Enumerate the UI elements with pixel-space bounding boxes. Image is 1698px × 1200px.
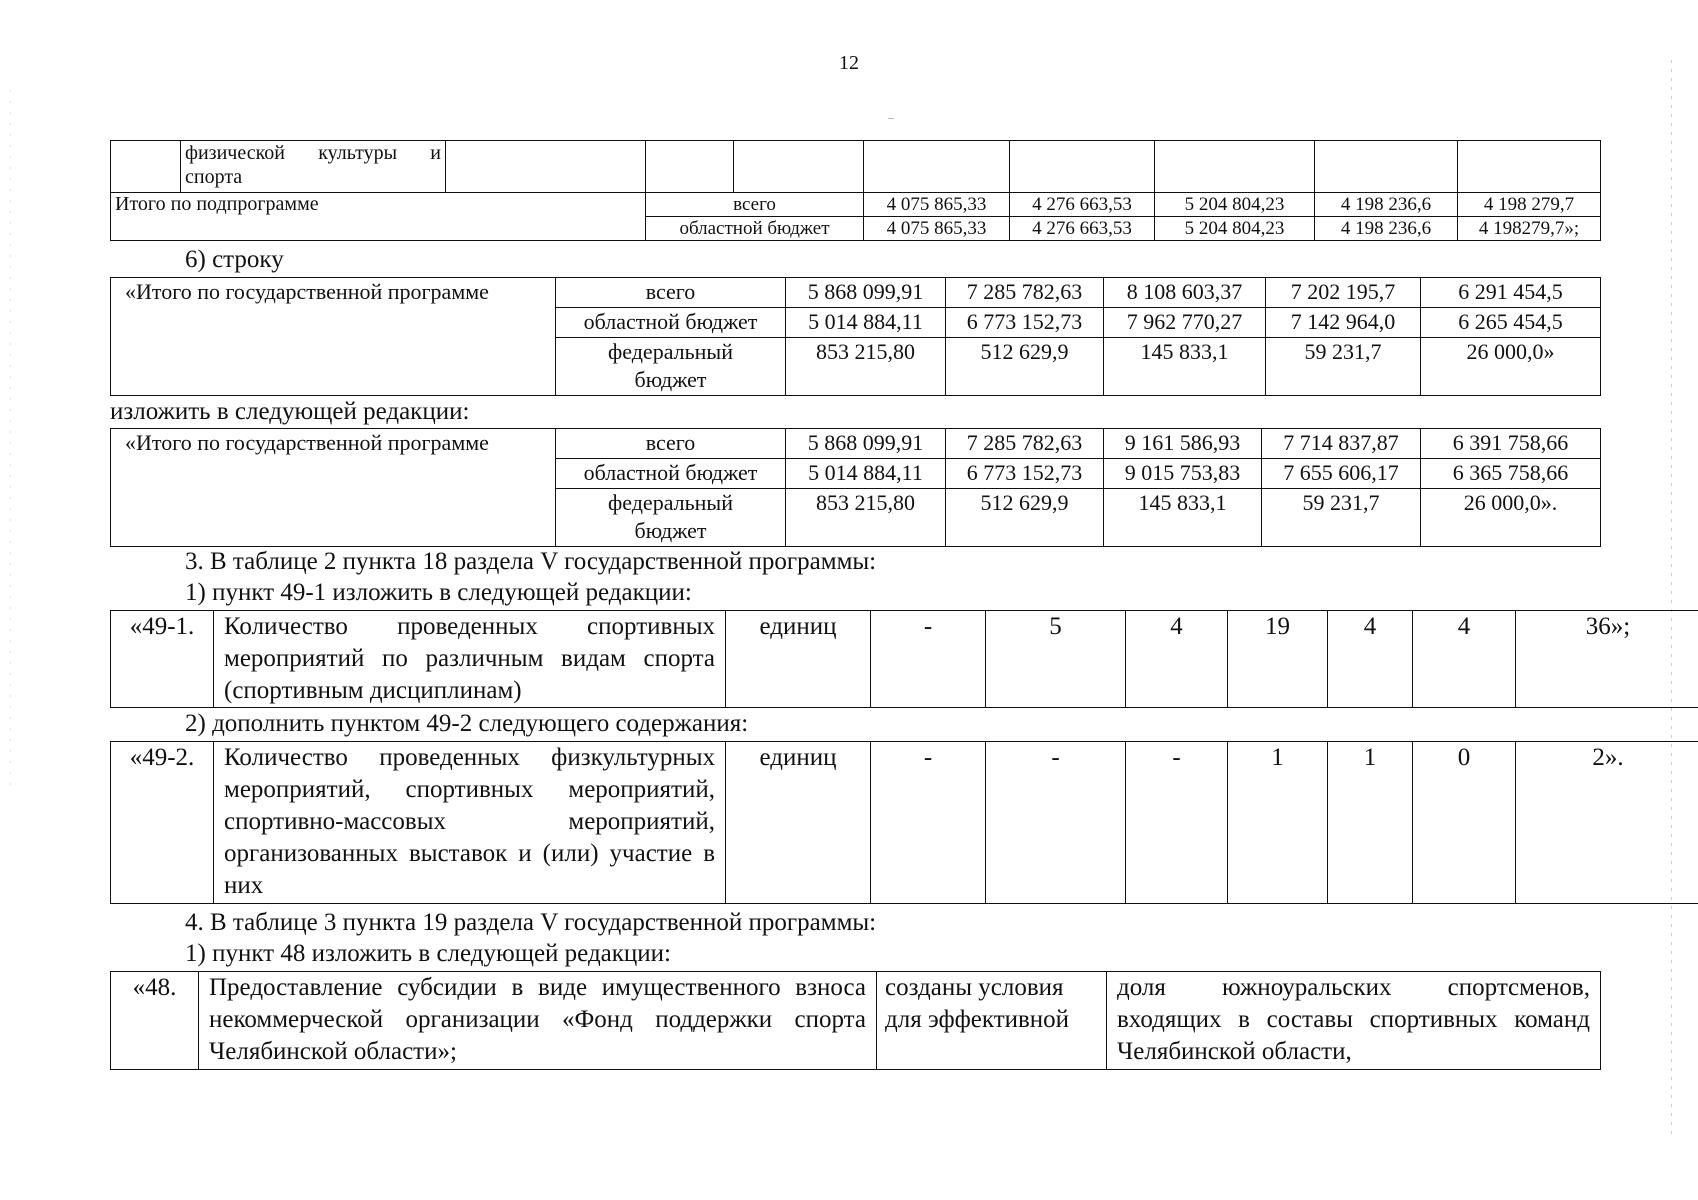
paragraph-6-line: 6) строку <box>185 246 284 273</box>
state-program-total-old <box>110 277 1601 396</box>
scan-edge-left <box>10 90 11 790</box>
value-cell: 4 075 865,33 <box>864 193 1010 217</box>
total-label: «Итого по государственной программе <box>111 278 556 396</box>
value-cell: 5 <box>986 611 1126 708</box>
value-cell: 6 291 454,5 <box>1421 278 1601 308</box>
value-cell: 7 285 782,63 <box>946 429 1104 459</box>
value-cell: 59 231,7 <box>1266 338 1421 396</box>
cell-empty <box>1315 141 1458 193</box>
value-cell: 853 215,80 <box>786 489 946 547</box>
item-49-2-table <box>110 741 1698 904</box>
paragraph-3: 3. В таблице 2 пункта 18 раздела V государственной программы: <box>185 548 877 575</box>
value-cell: 6 265 454,5 <box>1421 308 1601 338</box>
value-cell: 36»; <box>1516 611 1698 708</box>
cell-empty <box>111 141 181 193</box>
value-cell: 512 629,9 <box>946 489 1104 547</box>
value-cell: 6 391 758,66 <box>1421 429 1601 459</box>
item-description: Количество проведенных физкультурных мероприятий, спортивных мероприятий, спортивно-массовых мероприятий, организованных выставок и (или) участие в них <box>214 742 726 904</box>
program-name-cell <box>181 141 446 193</box>
value-cell: - <box>871 611 986 708</box>
value-cell: - <box>986 742 1126 904</box>
value-cell: 19 <box>1228 611 1328 708</box>
value-cell: 26 000,0» <box>1421 338 1601 396</box>
value-cell: 5 868 099,91 <box>786 429 946 459</box>
value-cell: 7 655 606,17 <box>1262 459 1421 489</box>
value-cell: 853 215,80 <box>786 338 946 396</box>
value-cell: 2». <box>1516 742 1698 904</box>
indicator-cell: доля южноуральских спортсменов, входящих в составы спортивных команд Челябинской области, <box>1107 972 1601 1070</box>
value-cell: 59 231,7 <box>1262 489 1421 547</box>
item-48-table <box>110 971 1601 1070</box>
cell-empty <box>864 141 1010 193</box>
item-description: Предоставление субсидии в виде имущественного взноса некоммерческой организации «Фонд поддержки спорта Челябинской области»; <box>199 972 877 1070</box>
cell-empty <box>446 141 646 193</box>
value-cell: 5 204 804,23 <box>1155 217 1315 241</box>
value-cell: 7 285 782,63 <box>946 278 1104 308</box>
value-cell: 145 833,1 <box>1104 489 1262 547</box>
item-49-1-table <box>110 610 1698 708</box>
row-label-total: всего <box>646 193 864 217</box>
value-cell: 5 868 099,91 <box>786 278 946 308</box>
value-cell: 5 204 804,23 <box>1155 193 1315 217</box>
paragraph-3-2: 2) дополнить пунктом 49-2 следующего содержания: <box>185 710 749 737</box>
value-cell: 9 015 753,83 <box>1104 459 1262 489</box>
unit-cell: единиц <box>726 611 871 708</box>
value-cell: 1 <box>1328 742 1413 904</box>
value-cell: 8 108 603,37 <box>1104 278 1266 308</box>
paragraph-4-1: 1) пункт 48 изложить в следующей редакции: <box>185 940 671 967</box>
value-cell: 6 365 758,66 <box>1421 459 1601 489</box>
value-cell: 4 198 279,7 <box>1458 193 1601 217</box>
paragraph-restate: изложить в следующей редакции: <box>110 398 470 425</box>
row-label-federal: федеральный бюджет <box>556 489 786 547</box>
value-cell: 6 773 152,73 <box>946 308 1104 338</box>
scan-mark <box>888 118 894 119</box>
row-label-federal: федеральный бюджет <box>556 338 786 396</box>
cell-empty <box>1010 141 1155 193</box>
item-description: Количество проведенных спортивных мероприятий по различным видам спорта (спортивным дисциплинам) <box>214 611 726 708</box>
value-cell: 4 198 236,6 <box>1315 193 1458 217</box>
scan-edge-right <box>1671 60 1672 1140</box>
value-cell: 7 714 837,87 <box>1262 429 1421 459</box>
value-cell: 4 276 663,53 <box>1010 193 1155 217</box>
value-cell: 4 <box>1126 611 1228 708</box>
value-cell: 7 142 964,0 <box>1266 308 1421 338</box>
cell-empty <box>1155 141 1315 193</box>
total-label: «Итого по государственной программе <box>111 429 556 547</box>
value-cell: 0 <box>1413 742 1516 904</box>
value-cell: - <box>1126 742 1228 904</box>
value-cell: 5 014 884,11 <box>786 308 946 338</box>
item-number: «49-1. <box>111 611 214 708</box>
page-number: 12 <box>839 52 859 74</box>
value-cell: 26 000,0». <box>1421 489 1601 547</box>
subprogram-total-table <box>110 140 1601 241</box>
value-cell: 9 161 586,93 <box>1104 429 1262 459</box>
row-label-regional: областной бюджет <box>556 308 786 338</box>
value-cell: 512 629,9 <box>946 338 1104 396</box>
cell-empty <box>734 141 864 193</box>
paragraph-4: 4. В таблице 3 пункта 19 раздела V государственной программы: <box>185 909 877 936</box>
row-label-total: всего <box>556 429 786 459</box>
item-number: «48. <box>111 972 199 1070</box>
value-cell: 4 198279,7»; <box>1458 217 1601 241</box>
value-cell: - <box>871 742 986 904</box>
item-number: «49-2. <box>111 742 214 904</box>
row-label-total: всего <box>556 278 786 308</box>
row-label-regional: областной бюджет <box>646 217 864 241</box>
value-cell: 4 198 236,6 <box>1315 217 1458 241</box>
expected-result: созданы условия для эффективной <box>877 972 1107 1070</box>
program-name-line1: физической культуры и <box>185 142 441 164</box>
row-label-regional: областной бюджет <box>556 459 786 489</box>
value-cell: 4 <box>1413 611 1516 708</box>
value-cell: 4 <box>1328 611 1413 708</box>
state-program-total-new <box>110 428 1601 547</box>
unit-cell: единиц <box>726 742 871 904</box>
program-name-line2: спорта <box>185 166 243 188</box>
paragraph-3-1: 1) пункт 49-1 изложить в следующей редакции: <box>185 579 692 606</box>
value-cell: 6 773 152,73 <box>946 459 1104 489</box>
value-cell: 7 962 770,27 <box>1104 308 1266 338</box>
value-cell: 5 014 884,11 <box>786 459 946 489</box>
cell-empty <box>646 141 734 193</box>
value-cell: 7 202 195,7 <box>1266 278 1421 308</box>
value-cell: 145 833,1 <box>1104 338 1266 396</box>
subprogram-total-label: Итого по подпрограмме <box>111 193 646 241</box>
value-cell: 1 <box>1228 742 1328 904</box>
value-cell: 4 075 865,33 <box>864 217 1010 241</box>
value-cell: 4 276 663,53 <box>1010 217 1155 241</box>
cell-empty <box>1458 141 1601 193</box>
